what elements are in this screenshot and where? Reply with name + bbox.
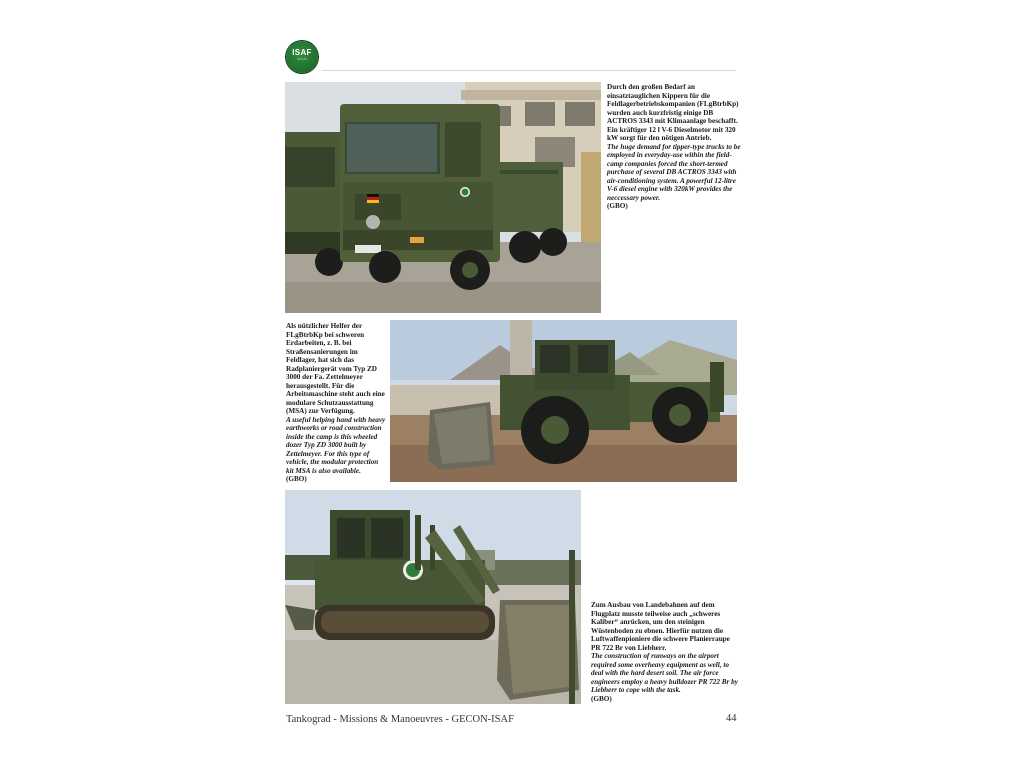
- header-rule: [322, 70, 736, 71]
- caption-zettelmeyer: [286, 322, 386, 484]
- caption-english-text: The construction of runways on the airport required some overheavy equipment as well, to deal with the hard desert soil. The air force engineers employ a heavy bulldozer PR 722 Br by Liebherr to cope with the task.: [591, 652, 738, 694]
- caption-german-text: Durch den großen Bedarf an einsatztauglichen Kippern für die Feldlagerbetriebskompanien (FLgBtrbKp) wurden auch kurzfristig einige DB ACTROS 3343 mit Klimaanlage beschafft. Ein kräftiger 12 l V-6 Dieselmotor mit 320 kW sorgt für den nötigen Antrieb.: [607, 83, 739, 142]
- caption-english-text: A useful helping hand with heavy earthworks or road construction inside the camp is this wheeled dozer Typ ZD 3000 built by Zettelmeyer. For this type of vehicle, the modular protection kit MSA is also available.: [286, 415, 386, 475]
- isaf-logo-text: ISAF: [292, 48, 312, 57]
- page-number: 44: [726, 713, 737, 724]
- photo-liebherr-bulldozer: [285, 490, 581, 704]
- caption-german-text: Als nützlicher Helfer der FLgBtrbKp bei schweren Erdarbeiten, z. B. bei Straßensanierungen im Feldlager, hat sich das Radplaniergerät vom Typ ZD 3000 der Fa. Zettelmeyer herausgestellt. Für die Arbeitsmaschine steht auch eine modulare Schutzausstattung (MSA) zur Verfügung.: [286, 322, 385, 415]
- caption-german-text: Zum Ausbau von Landebahnen auf dem Flugplatz musste teilweise auch „schweres Kaliber“ anrücken, um den steinigen Wüstenboden zu ebnen. Hierfür nutzen die Luftwaffenpioniere die schwere Planierraupe PR 722 Br von Liebherr.: [591, 601, 730, 652]
- caption-english-text: The huge demand for tipper-type trucks to be employed in everyday-use within the field-camp companies forced the short-termed purchase of several DB ACTROS 3343 with air-conditioning system. A powerful 12-litre V-6 diesel engine with 320kW provides the neccessary power.: [607, 142, 741, 202]
- isaf-logo-subtext: ~~~: [296, 57, 308, 63]
- caption-actros: [607, 83, 741, 211]
- caption-liebherr: [591, 601, 741, 703]
- photo-credit: (GBO): [591, 694, 612, 703]
- photo-credit: (GBO): [607, 202, 628, 210]
- photo-wheeled-dozer: [390, 320, 737, 482]
- photo-credit: (GBO): [286, 475, 307, 483]
- footer-title: Tankograd - Missions & Manoeuvres - GECON-ISAF: [286, 714, 514, 725]
- photo-actros-trucks: [285, 82, 601, 313]
- isaf-logo: [286, 41, 318, 73]
